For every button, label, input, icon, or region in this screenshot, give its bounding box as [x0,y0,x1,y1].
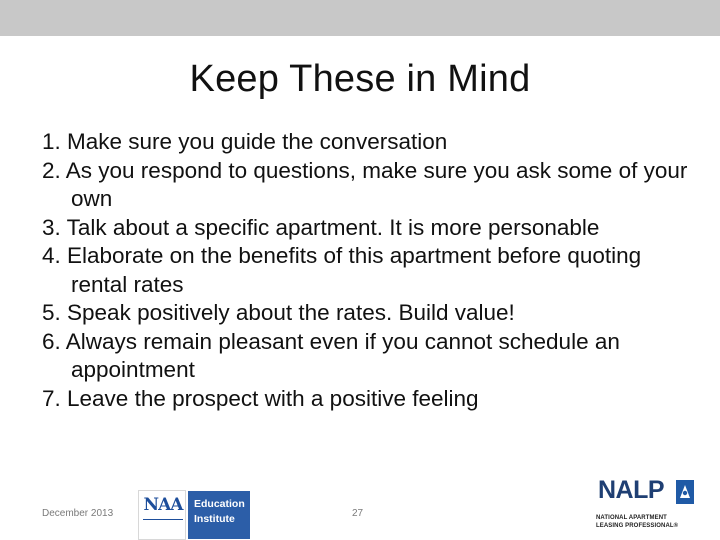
nalp-tagline-1: NATIONAL APARTMENT [596,515,667,521]
education-institute-logo [138,490,250,540]
naa-mark [138,490,186,540]
point-4: 4. Elaborate on the benefits of this apartment before quoting rental rates [42,243,642,297]
education-line-1: Education [194,498,245,510]
point-1: 1. Make sure you guide the conversation [42,129,448,154]
footer-date: December 2013 [42,508,114,519]
naa-mark-text: NAA [143,495,183,515]
naa-mark-rule [143,519,183,536]
nalp-emblem-icon [676,480,694,504]
point-6: 6. Always remain pleasant even if you cannot schedule an appointment [42,328,620,382]
point-3: 3. Talk about a specific apartment. It is more personable [42,214,600,240]
top-band [0,0,720,36]
nalp-wordmark: NALP [598,476,665,504]
point-5: 5. Speak positively about the rates. Build value! [42,300,515,325]
nalp-tagline-2: LEASING PROFESSIONAL® [596,523,679,529]
education-line-2: Institute [194,513,235,525]
key-points-list [42,128,692,413]
point-7: 7. Leave the prospect with a positive feeling [42,385,479,411]
nalp-logo [590,476,702,534]
education-box [188,491,250,539]
slide-title: Keep These in Mind [189,58,531,100]
point-2: 2. As you respond to questions, make sure you ask some of your own [42,157,688,211]
page-number: 27 [352,508,364,519]
